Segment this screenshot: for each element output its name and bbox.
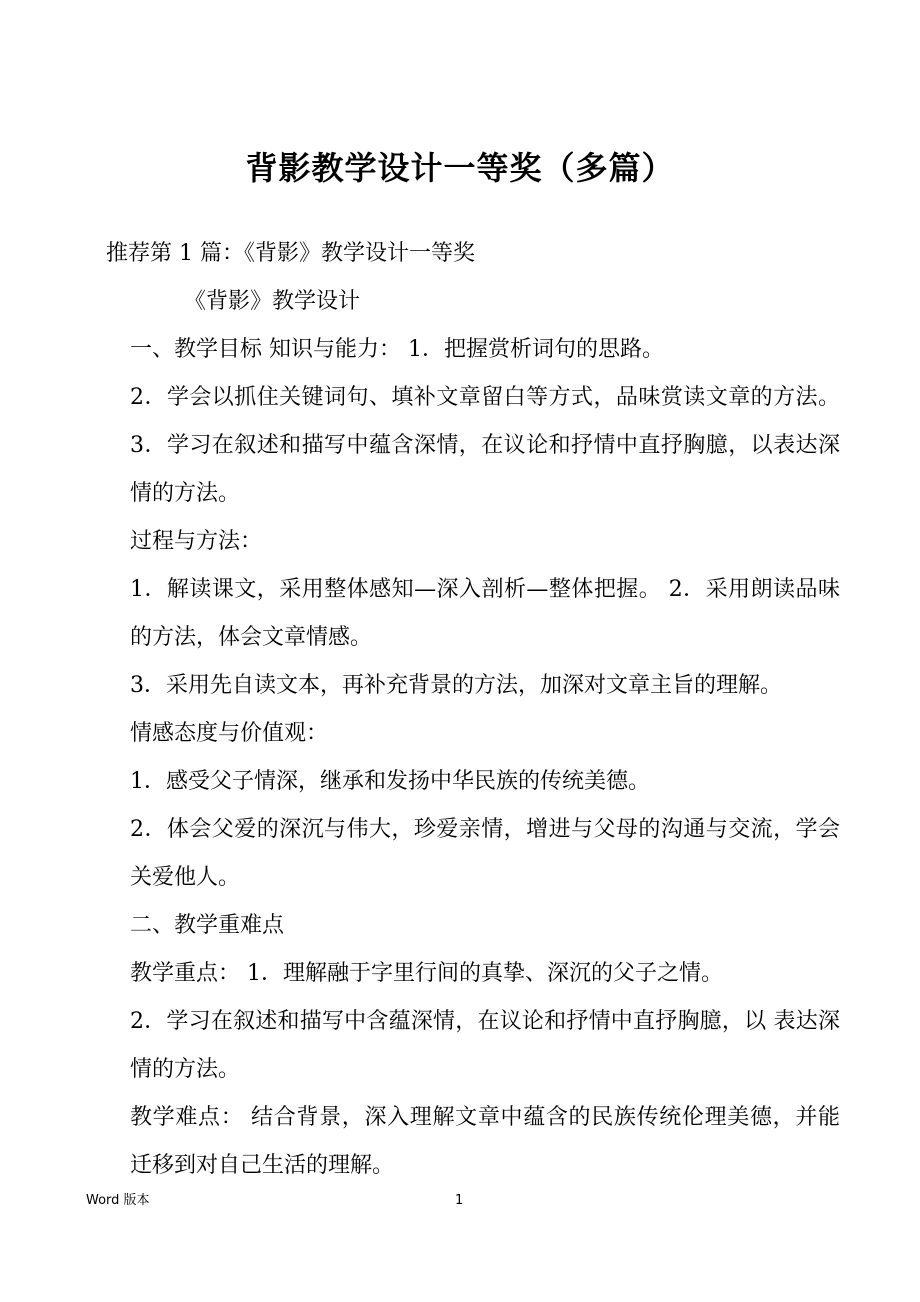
- paragraph-key-points-heading: 二、教学重难点: [130, 913, 285, 938]
- paragraph-objectives: 一、教学目标 知识与能力： 1．把握赏析词句的思路。: [130, 337, 664, 362]
- paragraph-objective-2-3: 2．学会以抓住关键词句、填补文章留白等方式，品味赏读文章的方法。3．学习在叙述和描写中蕴含深情，在议论和抒情中直抒胸臆，以表达深情的方法。: [130, 385, 840, 506]
- paragraph-key-point-1: 教学重点： 1．理解融于字里行间的真挚、深沉的父子之情。: [130, 961, 723, 986]
- paragraph-process-1-2: 1．解读课文，采用整体感知—深入剖析—整体把握。 2．采用朗读品味的方法，体会文章情感。: [130, 577, 840, 650]
- paragraph-emotion-heading: 情感态度与价值观：: [130, 721, 329, 746]
- paragraph-process-3: 3．采用先自读文本，再补充背景的方法，加深对文章主旨的理解。: [130, 673, 782, 698]
- paragraph-design-subtitle: 《背影》教学设计: [184, 289, 361, 314]
- footer-label: Word 版本: [86, 1193, 150, 1208]
- paragraph-difficulty: 教学难点： 结合背景，深入理解文章中蕴含的民族传统伦理美德，并能迁移到对自己生活的理解。: [130, 1105, 840, 1178]
- document-title: 背影教学设计一等奖（多篇）: [245, 149, 675, 187]
- paragraph-key-point-2: 2．学习在叙述和描写中含蕴深情，在议论和抒情中直抒胸臆，以 表达深情的方法。: [130, 1009, 840, 1082]
- paragraph-recommend-heading: 推荐第 1 篇：《背影》教学设计一等奖: [106, 241, 475, 266]
- page-number: 1: [455, 1193, 464, 1208]
- document-body: [84, 230, 840, 1190]
- paragraph-process-heading: 过程与方法：: [130, 529, 263, 554]
- paragraph-emotion-2: 2．体会父爱的深沉与伟大，珍爱亲情，增进与父母的沟通与交流，学会关爱他人。: [130, 817, 840, 890]
- paragraph-emotion-1: 1．感受父子情深，继承和发扬中华民族的传统美德。: [130, 769, 650, 794]
